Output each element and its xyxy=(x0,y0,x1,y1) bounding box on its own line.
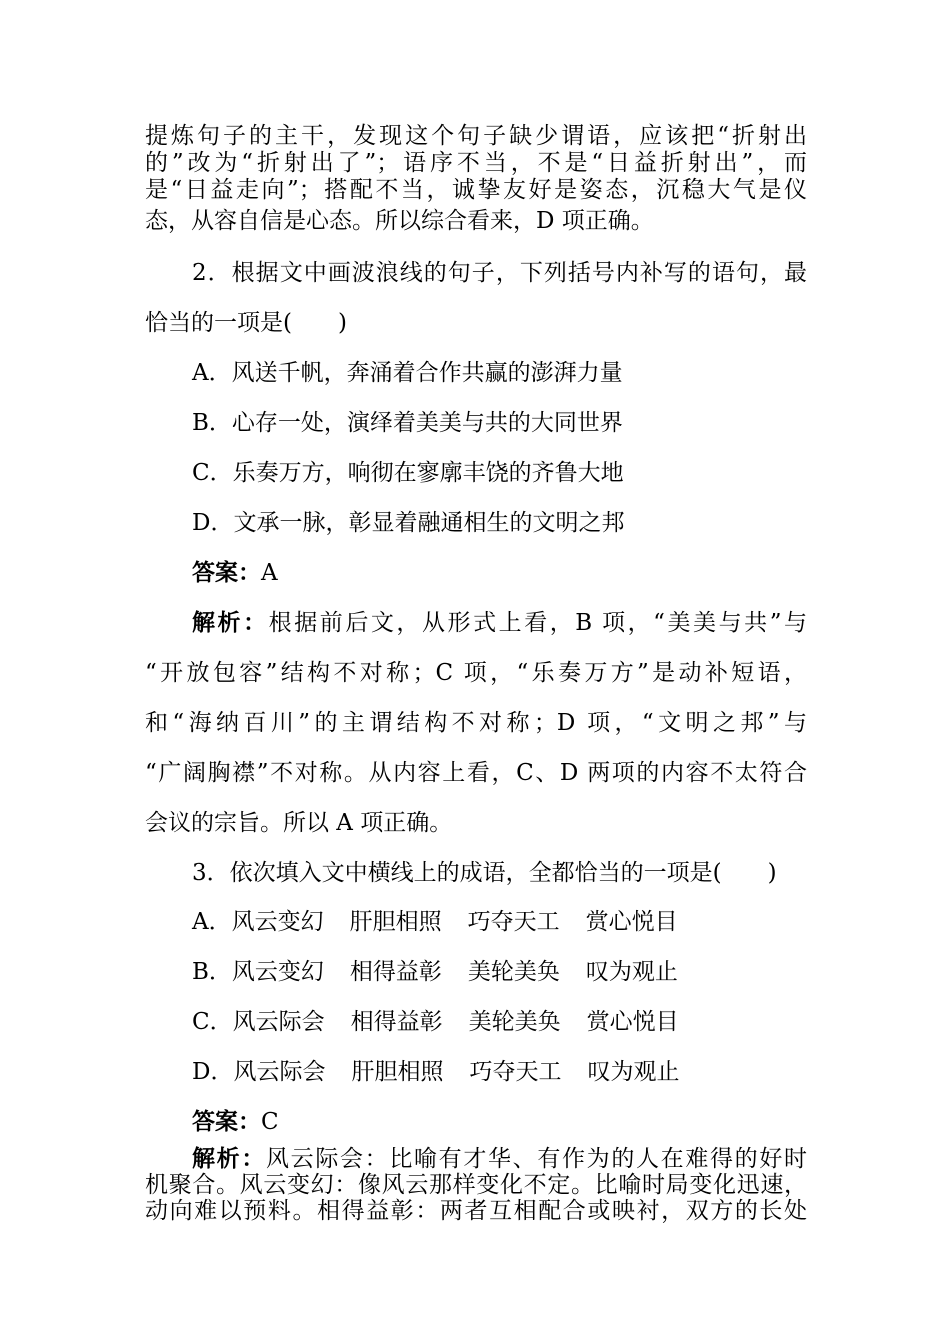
q2-analysis-label: 解析： xyxy=(192,609,269,636)
q2-answer-value: A xyxy=(261,560,278,586)
q3-option-b: B．风云变幻 相得益彰 美轮美奂 叹为观止 xyxy=(192,959,678,985)
q2-answer-label: 答案： xyxy=(192,559,261,586)
q2-answer xyxy=(192,560,278,586)
q2-stem-line-1: 2．根据文中画波浪线的句子，下列括号内补写的语句，最 xyxy=(192,260,807,286)
q2-analysis-line-4: “广阔胸襟”不对称。从内容上看，C、D 两项的内容不太符合 xyxy=(145,760,807,786)
q3-analysis-label: 解析： xyxy=(192,1145,266,1172)
q3-analysis-line-2: 机聚合。风云变幻：像风云那样变化不定。比喻时局变化迅速， xyxy=(145,1172,807,1198)
q3-option-c: C．风云际会 相得益彰 美轮美奂 赏心悦目 xyxy=(192,1009,679,1035)
q3-stem: 3．依次填入文中横线上的成语，全都恰当的一项是( ) xyxy=(192,860,777,886)
q3-answer-value: C xyxy=(261,1109,279,1135)
q2-analysis-line-5: 会议的宗旨。所以 A 项正确。 xyxy=(145,810,453,836)
q2-option-d: D．文承一脉，彰显着融通相生的文明之邦 xyxy=(192,510,625,536)
q2-analysis-line-1 xyxy=(192,610,807,636)
q3-option-d: D．风云际会 肝胆相照 巧夺天工 叹为观止 xyxy=(192,1059,680,1085)
q3-analysis-line-3: 动向难以预料。相得益彰：两者互相配合或映衬，双方的长处 xyxy=(145,1198,807,1224)
intro-line-1: 提炼句子的主干，发现这个句子缺少谓语，应该把“折射出 xyxy=(145,123,807,149)
q3-option-a: A．风云变幻 肝胆相照 巧夺天工 赏心悦目 xyxy=(192,909,678,935)
intro-line-2: 的”改为“折射出了”；语序不当，不是“日益折射出”，而 xyxy=(145,150,807,176)
q3-analysis-first: 风云际会：比喻有才华、有作为的人在难得的好时 xyxy=(266,1146,807,1172)
q2-analysis-first: 根据前后文，从形式上看，B 项，“美美与共”与 xyxy=(268,610,808,636)
q2-option-b: B．心存一处，演绎着美美与共的大同世界 xyxy=(192,410,623,436)
intro-line-4: 态，从容自信是心态。所以综合看来，D 项正确。 xyxy=(145,208,654,234)
q2-stem-line-2: 恰当的一项是( ) xyxy=(145,310,347,336)
q2-option-a: A．风送千帆，奔涌着合作共赢的澎湃力量 xyxy=(192,360,623,386)
q2-analysis-line-2: “开放包容”结构不对称；C 项，“乐奏万方”是动补短语， xyxy=(145,660,807,686)
q3-answer xyxy=(192,1109,279,1135)
intro-line-3: 是“日益走向”；搭配不当，诚挚友好是姿态，沉稳大气是仪 xyxy=(145,177,807,203)
q3-analysis-line-1 xyxy=(192,1146,807,1172)
q2-option-c: C．乐奏万方，响彻在寥廓丰饶的齐鲁大地 xyxy=(192,460,624,486)
q3-answer-label: 答案： xyxy=(192,1108,261,1135)
q2-analysis-line-3: 和“海纳百川”的主谓结构不对称；D 项，“文明之邦”与 xyxy=(145,710,807,736)
